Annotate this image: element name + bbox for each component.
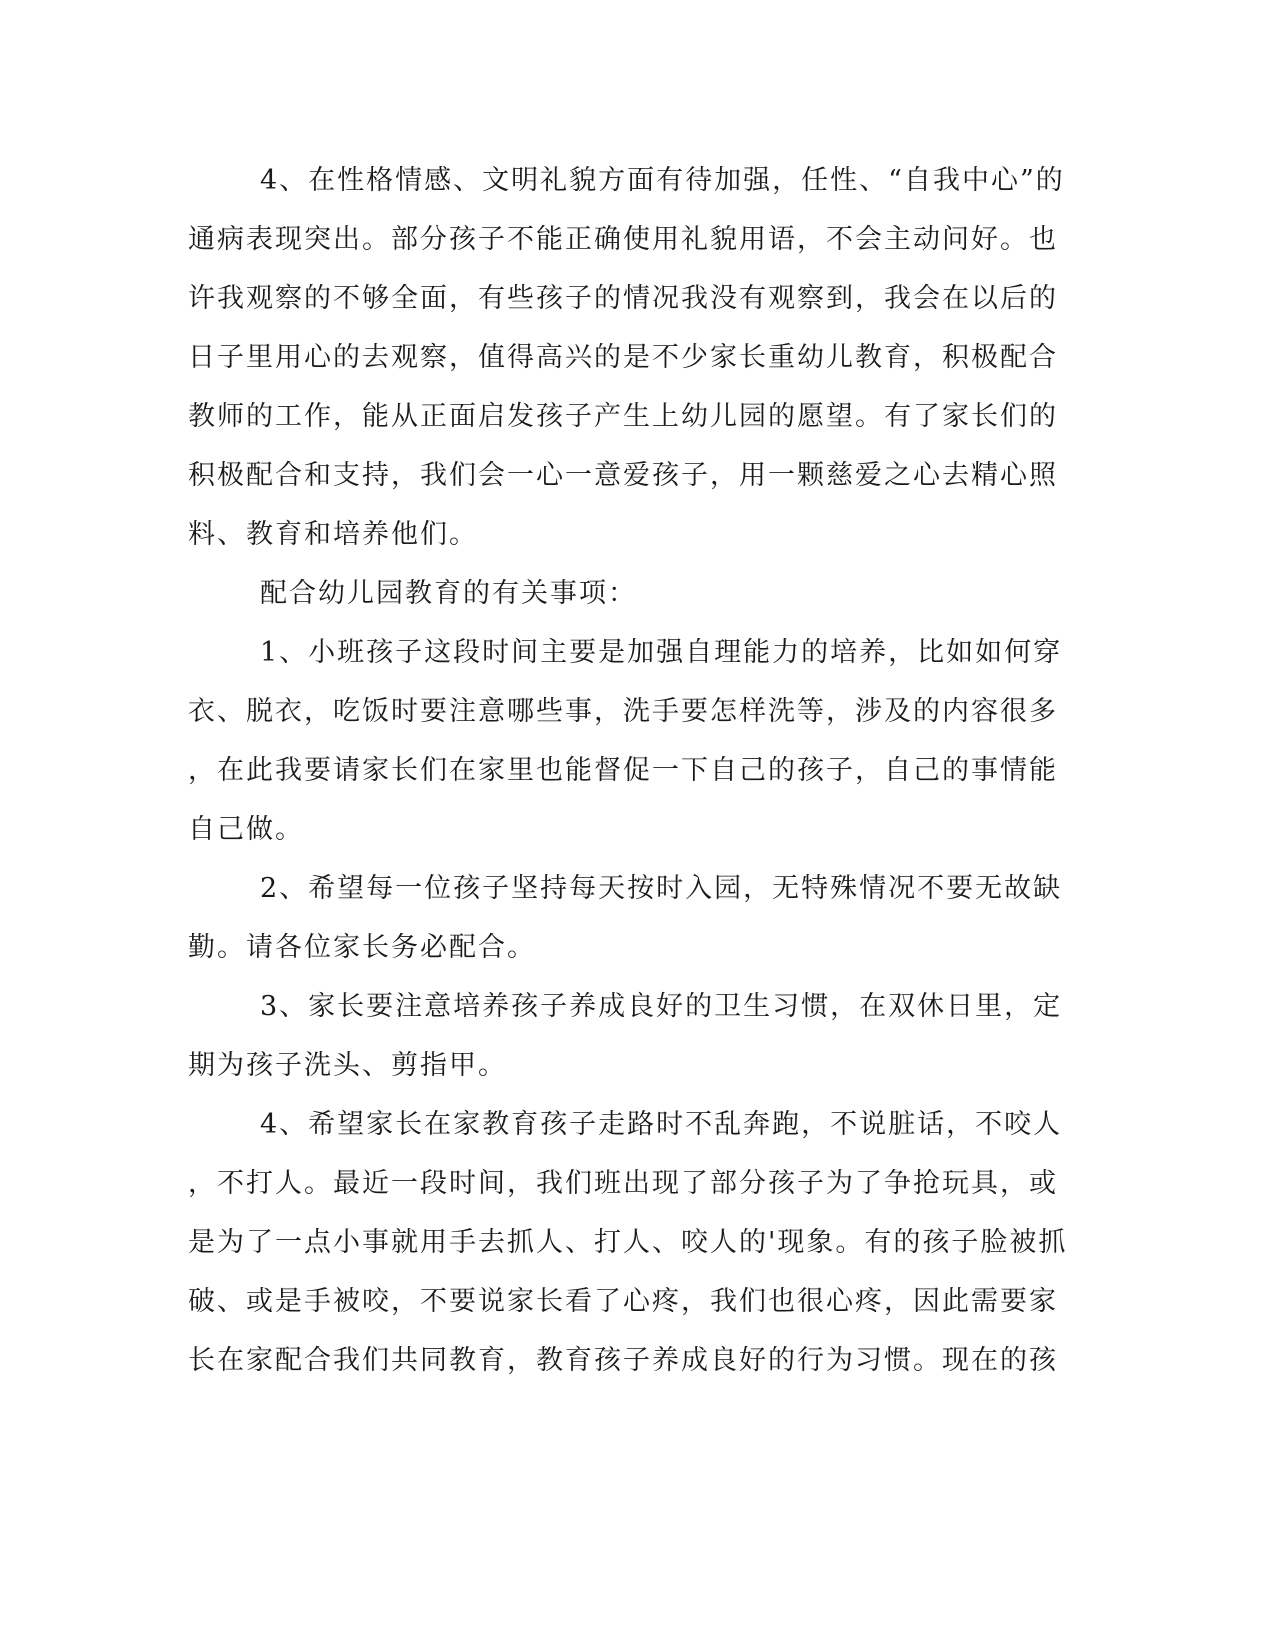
paragraph-line: ，不打人。最近一段时间，我们班出现了部分孩子为了争抢玩具，或 [188, 1168, 1058, 1199]
paragraph-line: 4、在性格情感、文明礼貌方面有待加强，任性、“自我中心”的 [260, 165, 1065, 196]
paragraph-line: 4、希望家长在家教育孩子走路时不乱奔跑，不说脏话，不咬人 [260, 1109, 1063, 1140]
paragraph-line: 1、小班孩子这段时间主要是加强自理能力的培养，比如如何穿 [260, 637, 1063, 668]
paragraph-line: 许我观察的不够全面，有些孩子的情况我没有观察到，我会在以后的 [188, 283, 1058, 314]
paragraph-line: 长在家配合我们共同教育，教育孩子养成良好的行为习惯。现在的孩 [188, 1345, 1058, 1376]
paragraph-line: 积极配合和支持，我们会一心一意爱孩子，用一颗慈爱之心去精心照 [188, 460, 1058, 491]
paragraph-line: 通病表现突出。部分孩子不能正确使用礼貌用语，不会主动问好。也 [188, 224, 1058, 255]
paragraph-line: 是为了一点小事就用手去抓人、打人、咬人的'现象。有的孩子脸被抓 [188, 1227, 1068, 1258]
paragraph-line: 料、教育和培养他们。 [188, 519, 478, 550]
paragraph-line: 破、或是手被咬，不要说家长看了心疼，我们也很心疼，因此需要家 [188, 1286, 1058, 1317]
paragraph-line: 3、家长要注意培养孩子养成良好的卫生习惯，在双休日里，定 [260, 991, 1063, 1022]
paragraph-line: 自己做。 [188, 814, 304, 845]
paragraph-line: 教师的工作，能从正面启发孩子产生上幼儿园的愿望。有了家长们的 [188, 401, 1058, 432]
paragraph-line: 期为孩子洗头、剪指甲。 [188, 1050, 507, 1081]
paragraph-line: 勤。请各位家长务必配合。 [188, 932, 536, 963]
paragraph-line: 2、希望每一位孩子坚持每天按时入园，无特殊情况不要无故缺 [260, 873, 1063, 904]
paragraph-line: ，在此我要请家长们在家里也能督促一下自己的孩子，自己的事情能 [188, 755, 1058, 786]
section-heading: 配合幼儿园教育的有关事项： [260, 578, 637, 609]
paragraph-line: 日子里用心的去观察，值得高兴的是不少家长重幼儿教育，积极配合 [188, 342, 1058, 373]
paragraph-line: 衣、脱衣，吃饭时要注意哪些事，洗手要怎样洗等，涉及的内容很多 [188, 696, 1058, 727]
